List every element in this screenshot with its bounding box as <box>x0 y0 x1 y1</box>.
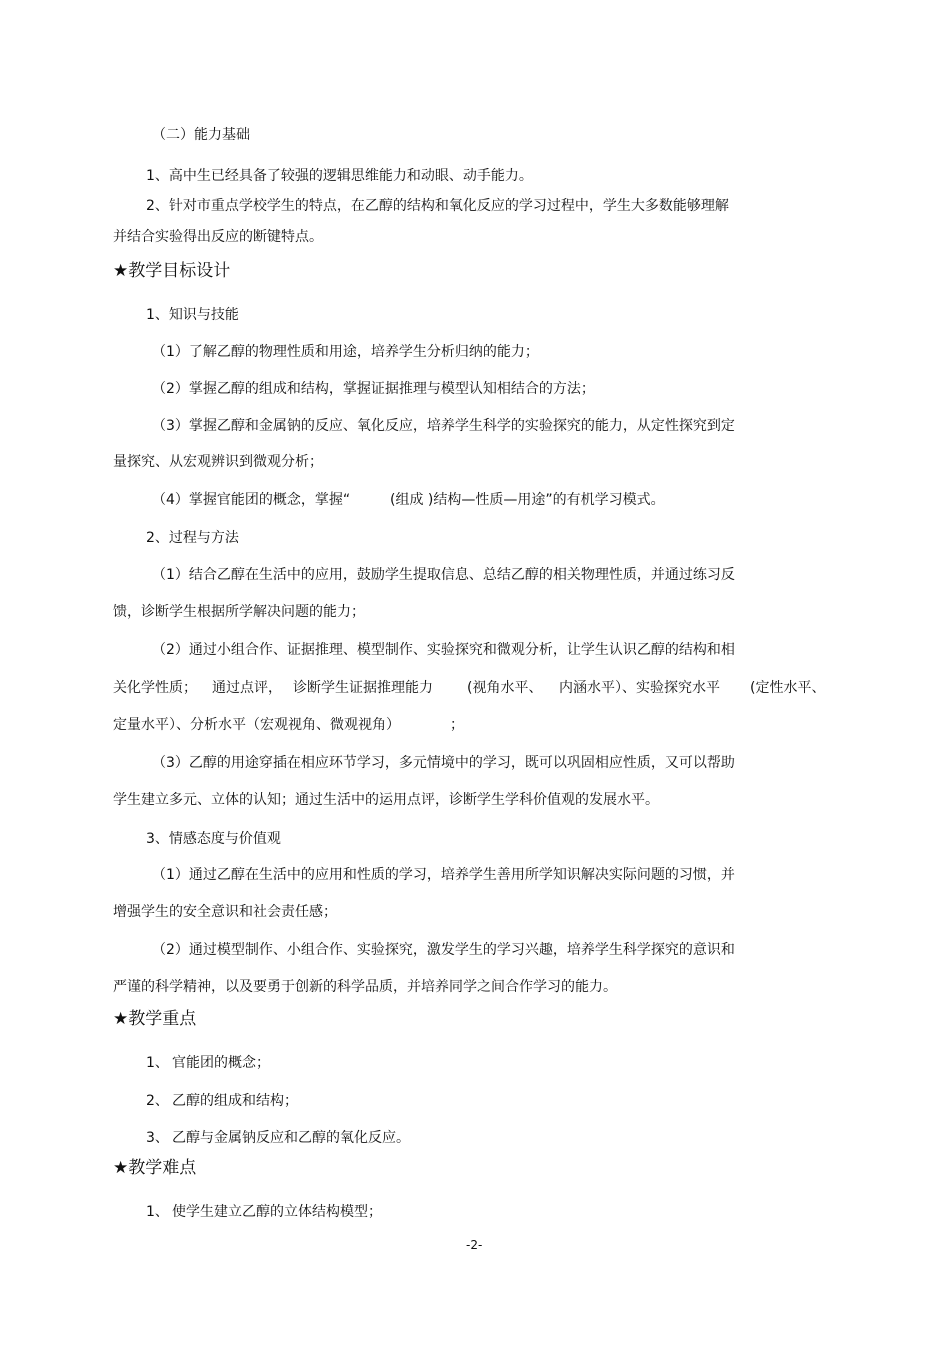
goal-1-item-1: （1）了解乙醇的物理性质和用途，培养学生分析归纳的能力； <box>152 344 539 360</box>
goal-2-item-1-line-2: 馈，诊断学生根据所学解决问题的能力； <box>113 604 365 620</box>
goal-2-item-2-line-2-e: 内涵水平）、实验探究水平 <box>559 680 720 696</box>
difficulty-1-text: 使学生建立乙醇的立体结构模型； <box>172 1204 382 1220</box>
heading-teaching-goals: ★教学目标设计 <box>113 261 231 281</box>
goal-2-item-2-line-2-f: (定性水平、 <box>750 680 826 696</box>
goal-3-item-1-line-2: 增强学生的安全意识和社会责任感； <box>113 904 337 920</box>
goal-2-item-2-line-3-a: 定量水平）、分析水平（宏观视角、微观视角） <box>113 717 400 733</box>
goal-2-item-2-line-2-a: 关化学性质； <box>113 680 197 696</box>
subsection-ability-basis: （二）能力基础 <box>152 127 250 143</box>
goal-1-title: 1、知识与技能 <box>146 307 239 323</box>
goal-1-item-3-line-1: （3）掌握乙醇和金属钠的反应、氧化反应，培养学生科学的实验探究的能力，从定性探究到定 <box>152 418 735 434</box>
goal-2-item-3-line-1: （3）乙醇的用途穿插在相应环节学习，多元情境中的学习，既可以巩固相应性质，又可以帮助 <box>152 755 735 771</box>
goal-2-item-1-line-1: （1）结合乙醇在生活中的应用，鼓励学生提取信息、总结乙醇的相关物理性质，并通过练习反 <box>152 567 735 583</box>
paragraph-1: 1、高中生已经具备了较强的逻辑思维能力和动眼、动手能力。 <box>146 168 533 184</box>
focus-1-text: 官能团的概念； <box>172 1055 270 1071</box>
difficulty-1-number: 1、 <box>146 1204 169 1220</box>
goal-3-item-2-line-1: （2）通过模型制作、小组合作、实验探究，激发学生的学习兴趣，培养学生科学探究的意识和 <box>152 942 735 958</box>
focus-3-number: 3、 <box>146 1130 169 1146</box>
paragraph-2-line-2: 并结合实验得出反应的断键特点。 <box>113 229 323 245</box>
goal-1-item-4-part-1: （4）掌握官能团的概念，掌握“ <box>152 492 351 508</box>
goal-2-item-2-line-2-b: 通过点评， <box>212 680 282 696</box>
heading-teaching-difficulty: ★教学难点 <box>113 1158 197 1178</box>
goal-2-title: 2、过程与方法 <box>146 530 239 546</box>
goal-3-item-1-line-1: （1）通过乙醇在生活中的应用和性质的学习，培养学生善用所学知识解决实际问题的习惯，并 <box>152 867 735 883</box>
focus-3-text: 乙醇与金属钠反应和乙醇的氧化反应。 <box>172 1130 410 1146</box>
goal-2-item-2-line-3-b: ； <box>450 717 464 733</box>
focus-2-number: 2、 <box>146 1093 169 1109</box>
goal-3-title: 3、情感态度与价值观 <box>146 831 281 847</box>
page-number: -2- <box>466 1238 483 1252</box>
goal-2-item-2-line-2-d: (视角水平、 <box>467 680 543 696</box>
goal-2-item-2-line-1: （2）通过小组合作、证据推理、模型制作、实验探究和微观分析，让学生认识乙醇的结构和相 <box>152 642 735 658</box>
goal-1-item-3-line-2: 量探究、从宏观辨识到微观分析； <box>113 454 323 470</box>
goal-3-item-2-line-2: 严谨的科学精神，以及要勇于创新的科学品质，并培养同学之间合作学习的能力。 <box>113 979 617 995</box>
heading-teaching-focus: ★教学重点 <box>113 1009 197 1029</box>
goal-2-item-2-line-2-c: 诊断学生证据推理能力 <box>293 680 433 696</box>
goal-2-item-3-line-2: 学生建立多元、立体的认知；通过生活中的运用点评，诊断学生学科价值观的发展水平。 <box>113 792 659 808</box>
goal-1-item-4-part-2: (组成 )结构—性质—用途”的有机学习模式。 <box>390 492 665 508</box>
paragraph-2-line-1: 2、针对市重点学校学生的特点，在乙醇的结构和氧化反应的学习过程中，学生大多数能够理解 <box>146 198 729 214</box>
goal-1-item-2: （2）掌握乙醇的组成和结构，掌握证据推理与模型认知相结合的方法； <box>152 381 595 397</box>
focus-2-text: 乙醇的组成和结构； <box>172 1093 298 1109</box>
focus-1-number: 1、 <box>146 1055 169 1071</box>
